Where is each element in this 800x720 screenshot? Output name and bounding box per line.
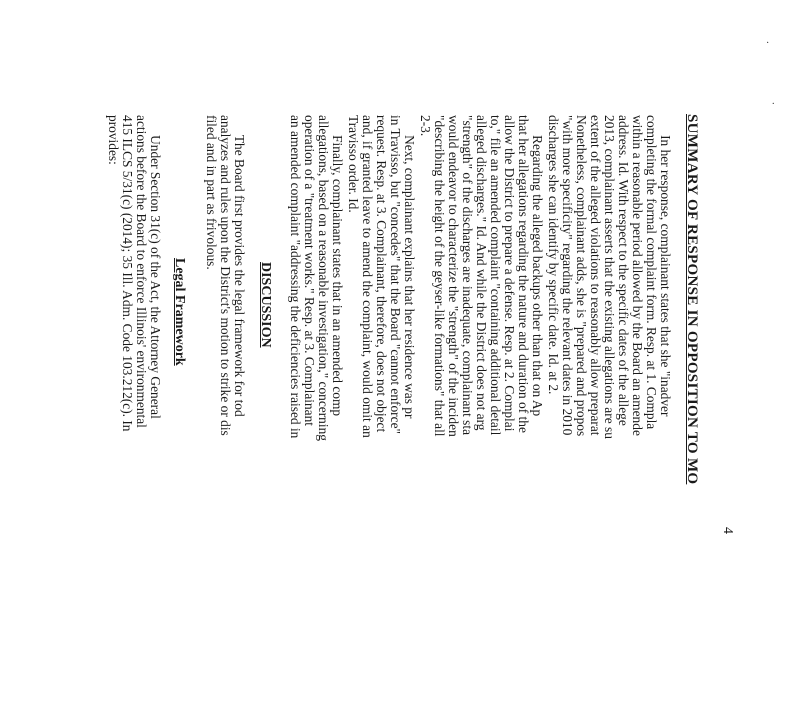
text-line: alleged discharges." Id. And while the District does not arg	[474, 115, 489, 431]
text-line: "strength" of the discharges are inadequate, complainant sta	[460, 115, 475, 436]
text-line: allow the District to prepare a defense. Resp. at 2. Complai	[502, 115, 517, 432]
text-line: "describing the height of the geyser-like formations" that all	[432, 115, 447, 437]
text-line: Travisso order. Id.	[346, 115, 361, 213]
text-line: The Board first provides the legal framework for tod	[232, 115, 247, 417]
discussion-heading: DISCUSSION	[258, 262, 273, 348]
text-line: Regarding the alleged backups other than that on Ap	[530, 115, 545, 417]
text-line: Under Section 31(c) of the Act, the Attorney General	[148, 115, 163, 419]
legal-framework-heading: Legal Framework	[172, 258, 187, 366]
text-line: an amended complaint "addressing the deficiencies raised in	[288, 115, 303, 439]
text-line: discharges she can identify by specific date. Id. at 2.	[546, 115, 561, 395]
summary-heading: SUMMARY OF RESPONSE IN OPPOSITION TO MO	[684, 114, 700, 485]
scan-speck: .	[772, 96, 775, 107]
text-line: and, if granted leave to amend the complaint, would omit an	[360, 115, 375, 438]
text-line: would endeavor to characterize the "strength" of the inciden	[446, 115, 461, 437]
text-line: in Travisso, but "concedes" that the Board "cannot enforce"	[388, 115, 403, 434]
text-line: to," file an amended complaint "containing additional detail	[488, 115, 503, 436]
rotated-document-page	[106, 0, 735, 720]
text-line: 415 ILCS 5/31(c) (2014); 35 Ill. Adm. Code 103.212(c). In	[120, 115, 135, 432]
text-line: Nonetheless, complainant adds, she is "prepared and propos	[574, 115, 589, 437]
page-number: 4	[720, 527, 735, 534]
text-line: 2013, complainant asserts that the existing allegations are su	[602, 115, 617, 439]
text-line: extent of the alleged violations to reasonably allow preparat	[588, 115, 603, 436]
text-line: provides:	[106, 115, 121, 165]
text-line: request. Resp. at 3. Complainant, therefore, does not object	[374, 115, 389, 433]
text-line: within a reasonable period allowed by the Board an amende	[630, 115, 645, 436]
scan-speck: ·	[766, 38, 770, 49]
text-line: Finally, complainant states that in an amended comp	[330, 115, 345, 417]
text-line: address. Id. With respect to the specific dates of the allege	[616, 115, 631, 426]
text-line: analyzes and rules upon the District's motion to strike or dis	[218, 115, 233, 436]
text-line: allegations, based on a reasonable investigation," concerning	[316, 115, 331, 441]
text-line: completing the formal complaint form. Resp. at 1. Compla	[644, 115, 659, 430]
text-line: In her response, complainant states that she "inadver	[658, 115, 673, 417]
text-line: actions before the Board to enforce Illinois' environmental	[134, 115, 149, 428]
text-line: 2-3.	[418, 115, 433, 137]
text-line: operation of a "treatment works." Resp. at 3. Complainant	[302, 115, 317, 427]
text-line: "with more specificity" regarding the relevant dates in 2010	[560, 115, 575, 436]
text-line: that her allegations regarding the nature and duration of the	[516, 115, 531, 433]
text-line: filed and in part as frivolous.	[204, 115, 219, 270]
text-line: Next, complainant explains that her residence was pr	[402, 115, 417, 419]
